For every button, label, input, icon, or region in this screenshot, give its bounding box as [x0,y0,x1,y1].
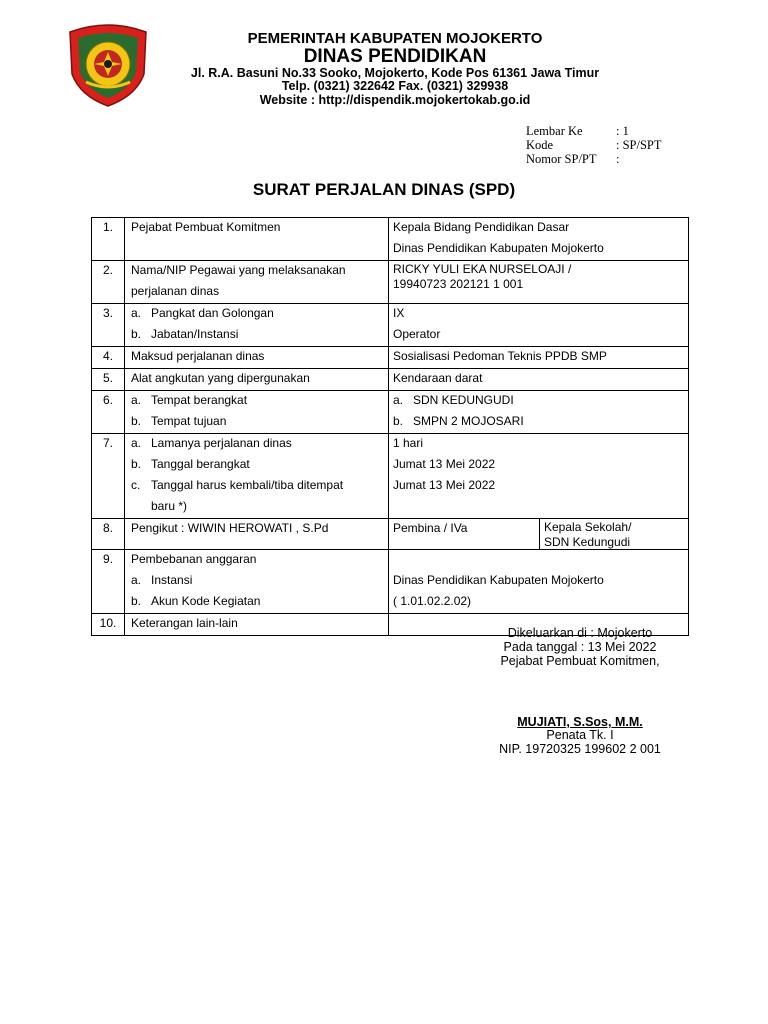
signature-issued-place: Dikeluarkan di : Mojokerto [507,626,653,640]
row-label: Tempat berangkat [151,393,248,407]
row-value: Jumat 13 Mei 2022 [393,457,496,471]
row-value: ( 1.01.02.2.02) [393,594,472,608]
item-mark: b. [131,414,142,428]
row-label: Nama/NIP Pegawai yang melaksanakan [131,263,346,277]
spd-table [91,217,689,636]
meta-nomor-label: Nomor SP/PT [526,152,597,166]
item-mark: a. [131,573,142,587]
row-number: 4. [102,349,113,363]
header-website: Website : http://dispendik.mojokertokab.go.id [259,93,531,107]
row-value: Dinas Pendidikan Kabupaten Mojokerto [393,241,604,255]
row-label: Akun Kode Kegiatan [151,594,261,608]
row-number: 7. [102,436,113,450]
row-value: Kepala Sekolah/ [544,520,632,534]
table-row [92,550,689,614]
item-mark: b. [131,457,142,471]
item-mark: b. [393,414,404,428]
item-mark: a. [393,393,404,407]
row-value: SDN Kedungudi [544,535,631,549]
row-value: SMPN 2 MOJOSARI [413,414,524,428]
row-label: Tanggal harus kembali/tiba ditempat [151,478,344,492]
table-row [92,304,689,347]
row-number: 9. [102,552,113,566]
meta-lembar [526,124,629,139]
row-label: Pejabat Pembuat Komitmen [131,220,281,234]
row-number: 1. [102,220,113,234]
meta-kode-value: : SP/SPT [616,138,662,152]
meta-nomor-value: : [616,152,620,166]
row-value: Dinas Pendidikan Kabupaten Mojokerto [393,573,604,587]
row-value: Sosialisasi Pedoman Teknis PPDB SMP [393,349,607,363]
row-label: Instansi [151,573,193,587]
item-mark: a. [131,393,142,407]
meta-lembar-value: : 1 [616,124,629,138]
row-number: 6. [102,393,113,407]
table-row [92,369,689,391]
item-mark: b. [131,594,142,608]
table-row [92,261,689,304]
row-label: Lamanya perjalanan dinas [151,436,292,450]
row-label: Alat angkutan yang dipergunakan [131,371,310,385]
row-number: 10. [99,616,117,630]
row-label: Pembebanan anggaran [131,552,257,566]
row-value: Operator [393,327,441,341]
signature-role: Pejabat Pembuat Komitmen, [500,654,660,668]
row-label: Pangkat dan Golongan [151,306,274,320]
row-label: Tanggal berangkat [151,457,250,471]
row-label: Jabatan/Instansi [151,327,239,341]
document-title: SURAT PERJALAN DINAS (SPD) [252,180,516,199]
row-value: Kepala Bidang Pendidikan Dasar [393,220,570,234]
row-value: 1 hari [393,436,424,450]
row-label: Tempat tujuan [151,414,227,428]
row-value: Pembina / IVa [393,521,468,535]
row-number: 8. [102,521,113,535]
meta-nomor [526,152,619,167]
header-government-name: PEMERINTAH KABUPATEN MOJOKERTO [247,30,543,47]
signature-date: Pada tanggal : 13 Mei 2022 [503,640,657,654]
kabupaten-emblem-logo [66,22,150,108]
row-number: 2. [102,263,113,277]
header-phone: Telp. (0321) 322642 Fax. (0321) 329938 [281,79,509,93]
row-label: Maksud perjalanan dinas [131,349,265,363]
row-value: Kendaraan darat [393,371,483,385]
row-value: IX [393,306,405,320]
header-office-name: DINAS PENDIDIKAN [303,46,487,67]
item-mark: a. [131,436,142,450]
meta-kode [526,138,662,153]
row-value: Jumat 13 Mei 2022 [393,478,496,492]
row-number: 5. [102,371,113,385]
item-mark: b. [131,327,142,341]
row-value: 19940723 202121 1 001 [393,277,524,291]
signature-name: MUJIATI, S.Sos, M.M. [517,715,643,729]
row-number: 3. [102,306,113,320]
table-row [92,391,689,434]
item-mark: a. [131,306,142,320]
row-value: RICKY YULI EKA NURSELOAJI / [393,262,572,276]
table-row [92,434,689,519]
table-row [92,347,689,369]
meta-kode-label: Kode [526,138,554,152]
table-row [92,519,689,550]
row-label: Keterangan lain-lain [131,616,238,630]
signature-nip: NIP. 19720325 199602 2 001 [499,742,661,756]
row-value: SDN KEDUNGUDI [413,393,514,407]
row-label: perjalanan dinas [131,284,220,298]
item-mark: c. [131,478,141,492]
table-row [92,218,689,261]
meta-lembar-label: Lembar Ke [526,124,583,138]
signature-rank: Penata Tk. I [546,728,614,742]
row-label: baru *) [151,499,188,513]
header-address: Jl. R.A. Basuni No.33 Sooko, Mojokerto, Kode Pos 61361 Jawa Timur [190,66,600,80]
row-label: Pengikut : WIWIN HEROWATI , S.Pd [131,521,329,535]
